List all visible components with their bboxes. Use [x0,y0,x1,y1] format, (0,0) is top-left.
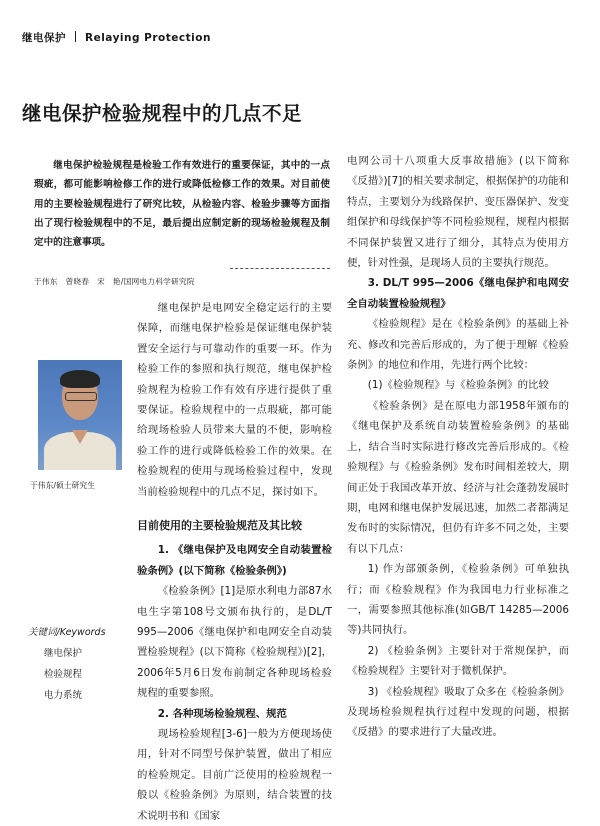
paragraph: 电网公司十八项重大反事故措施》(以下简称《反措》)[7]的相关要求制定，根据保护的功能和特点，主要划分为线路保护、变压器保护、发变组保护和母线保护等不同检验规程，规程内根据不同保护装置又进行了细分，其特点为使用方便，针对性强，是现场人员的主要执行规范。 [347,155,569,270]
subheading-1: 1. 《继电保护及电网安全自动装置检验条例》(以下简称《检验条例》) [137,544,332,577]
section-heading: 目前使用的主要检验规范及其比较 [137,519,302,532]
paragraph: (1)《检验规程》与《检验条例》的比较 [367,379,549,392]
keywords-label: 关键词/Keywords [28,627,106,638]
header-separator [75,31,76,42]
keywords-box [28,622,106,706]
keyword-item: 检验规程 [44,669,83,680]
subheading-2: 2. 各种现场检验规程、规范 [157,707,287,720]
author-line: 于伟东 曾晓春 宋 艳/国网电力科学研究院 [34,277,195,286]
header-section-cn: 继电保护 [22,32,66,44]
column1-lower [137,512,332,826]
header-section-en: Relaying Protection [85,32,211,44]
abstract-divider [230,268,330,269]
paragraph: 《检验规程》是在《检验条例》的基础上补充、修改和完善后形成的，为了便于理解《检验条例》的地位和作用，先进行两个比较： [347,318,569,372]
keyword-item: 电力系统 [44,690,83,701]
paragraph: 1) 作为部颁条例，《检验条例》可单独执行；而《检验规程》作为我国电力行业标准之一，需要参照其他标准(如GB/T 14285—2006等)共同执行。 [347,563,569,637]
paragraph: 现场检验规程[3-6]一般为方便现场使用，针对不同型号保护装置，做出了相应的检验规定。目前广泛使用的检验规程一般以《检验条例》为原则，结合装置的技术说明书和《国家 [137,728,332,822]
running-header [22,30,211,45]
subheading-3: 3. DL/T 995—2006《继电保护和电网安全自动装置检验规程》 [347,277,569,310]
article-title: 继电保护检验规程中的几点不足 [22,102,303,125]
paragraph: 2) 《检验条例》主要针对于常规保护，而《检验规程》主要针对于微机保护。 [347,644,569,678]
intro-paragraph-block [137,298,332,502]
intro-paragraph: 继电保护是电网安全稳定运行的主要保障，而继电保护检验是保证继电保护装置安全运行与可靠动作的重要一环。作为检验工作的参照和执行规范，继电保护检验规程为检验工作有效有序进行提供了重要保证。检验规程中的一点瑕疵，都可能给现场检验人员带来大量的不便，影响检验工作的进行或降低检验工作的效果。在检验规程的使用与现场检验过程中，发现当前检验规程中的几点不足，探讨如下。 [137,302,332,498]
abstract-text: 继电保护检验规程是检验工作有效进行的重要保证，其中的一点瑕疵，都可能影响检修工作的进行或降低检修工作的效果。对目前使用的主要检验规程进行了研究比较，从检验内容、检验步骤等方面指出了现行检验规程中的不足，最后提出应制定新的现场检验规程及制定中的注意事项。 [34,160,330,249]
keyword-item: 继电保护 [44,648,83,659]
photo-caption: 于伟东/硕士研究生 [30,481,96,490]
paragraph: 《检验条例》是在原电力部1958年颁布的《继电保护及系统自动装置检验条例》的基础上，结合当时实际进行修改完善后形成的。《检验规程》与《检验条例》发布时间相差较大，期间正处于我国改革开放、经济与社会蓬勃发展时期，电网和继电保护发展迅速，加然二者都满足发布时的实际情况，但仍有许多不同之处，主要有以下几点： [347,399,569,555]
paragraph: 3) 《检验规程》吸取了众多在《检验条例》及现场检验规程执行过程中发现的问题，根据《反措》的要求进行了大量改进。 [347,685,569,739]
author-photo [38,360,122,470]
paragraph: 《检验条例》[1]是原水利电力部87水电生字第108号文颁布执行的，是DL/T 995—2006《继电保护和电网安全自动装置检验规程》(以下简称《检验规程》)[2]，2006年5月6日发布前制定各种现场检验规程的重要参照。 [137,585,332,700]
abstract [34,156,330,252]
column2 [347,151,569,743]
